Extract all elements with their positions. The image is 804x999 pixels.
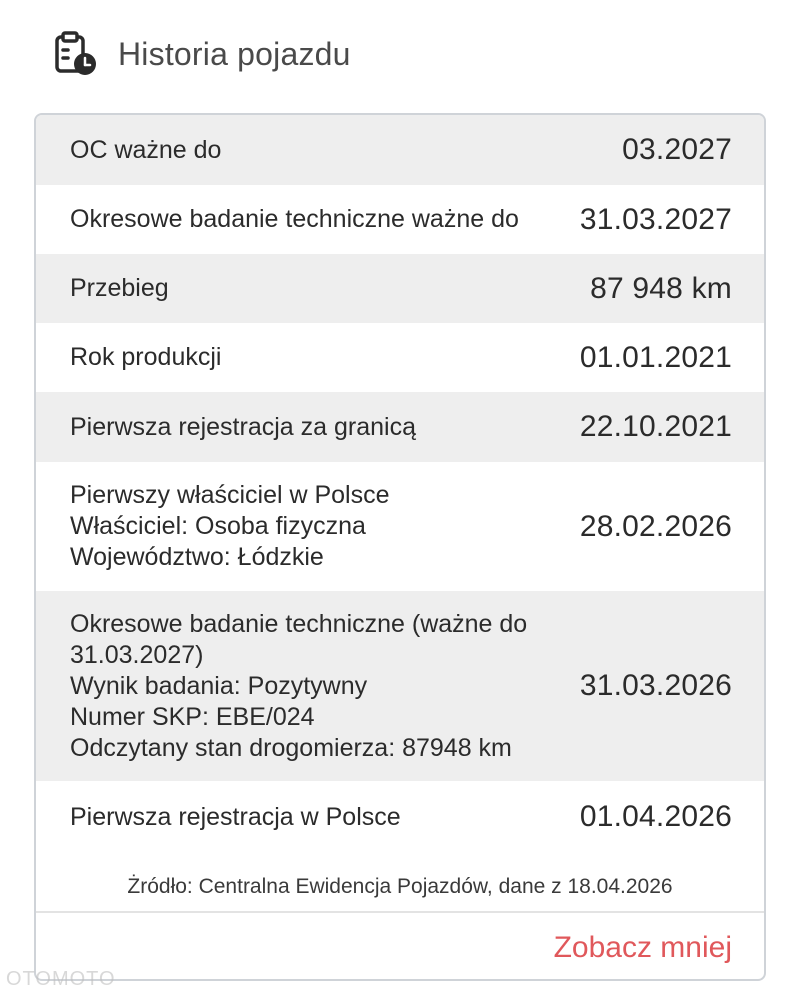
row-label: Pierwszy właściciel w Polsce Właściciel: Osoba fizyczna Województwo: Łódzkie [70, 481, 390, 571]
row-value: 28.02.2026 [579, 509, 732, 543]
history-row-inspection-result [36, 591, 764, 781]
history-row-first-registration-abroad [36, 392, 764, 462]
row-label: Pierwsza rejestracja w Polsce [70, 802, 401, 831]
row-value: 31.03.2027 [579, 202, 732, 236]
row-value: 01.01.2021 [579, 340, 732, 374]
data-source-note: Żródło: Centralna Ewidencja Pojazdów, dane z 18.04.2026 [127, 875, 673, 898]
clipboard-clock-icon [52, 31, 98, 77]
row-label: Pierwsza rejestracja za granicą [70, 412, 416, 441]
section-title: Historia pojazdu [118, 36, 351, 72]
row-value: 31.03.2026 [579, 669, 732, 702]
history-row-first-registration-poland [36, 781, 764, 853]
history-row-oc [36, 115, 764, 185]
watermark-logo: OTOMOTO [6, 968, 116, 990]
history-row-production-year [36, 323, 764, 392]
row-label: Rok produkcji [70, 343, 222, 371]
history-row-inspection-valid [36, 185, 764, 254]
row-value: 22.10.2021 [579, 410, 732, 443]
row-value: 03.2027 [622, 133, 732, 166]
divider [36, 911, 764, 913]
section-header [0, 0, 804, 110]
history-row-mileage [36, 254, 764, 323]
row-value: 01.04.2026 [579, 800, 732, 833]
history-row-first-owner [36, 462, 764, 591]
row-label: Okresowe badanie techniczne (ważne do 31.03.2027) Wynik badania: Pozytywny Numer SKP: EBE/024 Odczytany stan drogomierza: 87948 km [70, 609, 528, 762]
row-label: Okresowe badanie techniczne ważne do [70, 205, 519, 233]
row-value: 87 948 km [590, 271, 732, 305]
vehicle-history-card [34, 113, 766, 981]
row-label: Przebieg [70, 274, 169, 302]
show-less-link[interactable]: Zobacz mniej [553, 931, 732, 964]
row-label: OC ważne do [70, 135, 222, 164]
